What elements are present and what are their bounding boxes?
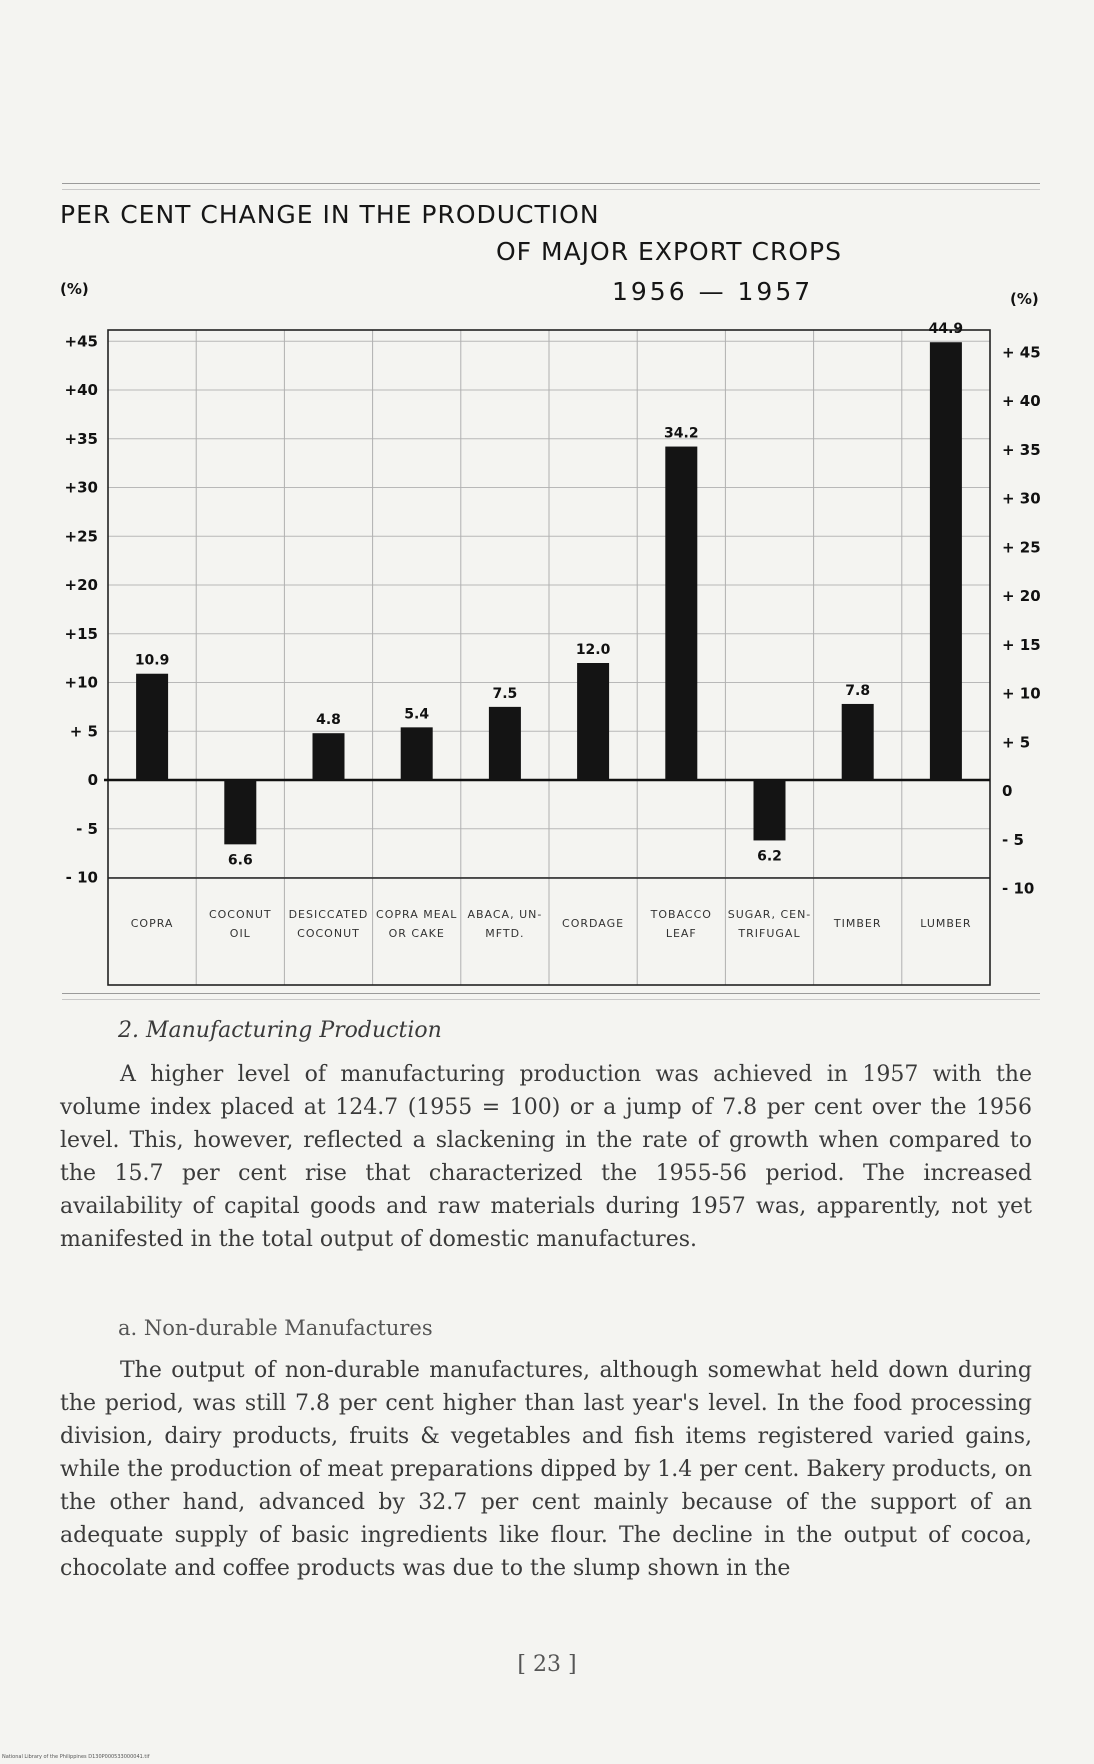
y-tick-label-left: +15 — [64, 624, 98, 643]
y-tick-label-right: + 40 — [1002, 392, 1041, 410]
category-label: CORDAGE — [562, 917, 625, 930]
chart-title-line-1: PER CENT CHANGE IN THE PRODUCTION — [60, 200, 600, 229]
y-tick-label-left: +40 — [64, 381, 98, 399]
category-label: OIL — [229, 927, 251, 940]
y-tick-label-right: + 25 — [1002, 538, 1041, 557]
bar-value-label: 6.2 — [757, 848, 782, 865]
y-tick-label-right: + 15 — [1002, 635, 1041, 654]
bar-value-label: 4.8 — [316, 712, 341, 729]
bar-value-label: 12.0 — [575, 642, 611, 658]
bar-value-label: 7.8 — [845, 682, 871, 699]
y-tick-label-right: + 5 — [1002, 733, 1031, 752]
bar-value-label: 10.9 — [134, 652, 170, 669]
bar — [665, 447, 697, 780]
y-tick-label-left: - 5 — [76, 819, 98, 838]
subsection-paragraph: The output of non-durable manufactures, although somewhat held down during the period, was still 7.8 per cent higher than last year's level. In the food processing division, dairy products, fruits & vegetables and fish items registered varied gains, while the production of meat preparations dipped by 1.4 per cent. Bakery products, on the other hand, advanced by 32.7 per cent mainly because of the support of an adequate supply of basic ingredients like flour. The decline in the output of cocoa, chocolate and coffee products was due to the slump shown in the — [60, 1358, 1032, 1581]
bar — [224, 780, 256, 844]
chart-title-line-2: OF MAJOR EXPORT CROPS — [496, 237, 842, 266]
y-tick-label-left: 0 — [87, 771, 98, 789]
category-label: TRIFUGAL — [738, 927, 801, 940]
y-tick-label-right: - 5 — [1002, 830, 1024, 849]
bar-value-label: 5.4 — [404, 706, 430, 723]
y-tick-label-right: + 45 — [1002, 343, 1041, 362]
bar-value-label: 7.5 — [492, 685, 518, 702]
y-tick-label-left: +20 — [64, 576, 98, 594]
category-label: ABACA, UN- — [467, 908, 543, 921]
y-axis-label-left: (%) — [60, 280, 89, 298]
y-axis-label-right: (%) — [1010, 290, 1039, 308]
bar-value-label: 6.6 — [227, 852, 253, 869]
category-label: MFTD. — [485, 927, 525, 940]
y-tick-label-right: + 10 — [1002, 684, 1041, 703]
category-label: COCONUT — [297, 927, 360, 940]
y-tick-label-left: +45 — [64, 332, 98, 351]
y-tick-label-left: +30 — [64, 478, 98, 497]
y-tick-label-right: + 20 — [1002, 587, 1041, 605]
chart-grid — [108, 330, 990, 985]
chart-title-line-3: 1956 — 1957 — [612, 277, 814, 306]
bar-value-label: 34.2 — [664, 425, 699, 442]
bar — [930, 342, 962, 780]
page-number: [ 23 ] — [517, 1652, 577, 1677]
section-paragraph: A higher level of manufacturing production was achieved in 1957 with the volume index placed at 124.7 (1955 = 100) or a jump of 7.8 per cent over the 1956 level. This, however, reflected a slackening in the rate of growth when compared to the 15.7 per cent rise that characterized the 1955-56 period. The increased availability of capital goods and raw materials during 1957 was, apparently, not yet manifested in the total output of domestic manufactures. — [60, 1062, 1032, 1252]
category-label: LEAF — [665, 927, 697, 940]
y-tick-label-right: - 10 — [1002, 879, 1035, 898]
category-label: COCONUT — [208, 908, 272, 921]
section-heading: 2. Manufacturing Production — [118, 1018, 442, 1043]
bar — [401, 727, 433, 780]
category-label: SUGAR, CEN- — [727, 908, 812, 921]
y-tick-label-right: + 35 — [1002, 440, 1041, 459]
category-label: COPRA — [130, 917, 174, 930]
bottom-rule-secondary — [62, 999, 1040, 1000]
y-tick-label-left: +25 — [64, 527, 98, 546]
bar — [754, 780, 786, 840]
bar — [313, 733, 345, 780]
category-label: TOBACCO — [650, 908, 712, 921]
bar — [577, 663, 609, 780]
category-label: TIMBER — [833, 917, 882, 930]
y-tick-label-left: + 5 — [69, 722, 98, 741]
subsection-heading: a. Non-durable Manufactures — [118, 1316, 433, 1340]
category-label: LUMBER — [920, 917, 972, 930]
bottom-rule — [62, 993, 1040, 994]
bar-value-label: 44.9 — [928, 321, 964, 338]
chart-frame — [104, 330, 990, 985]
category-label: OR CAKE — [388, 927, 445, 940]
chart-labels — [65, 321, 1041, 940]
category-label: DESICCATED — [288, 908, 369, 921]
category-label: COPRA MEAL — [376, 908, 458, 921]
y-tick-label-left: +10 — [64, 673, 98, 692]
y-tick-label-left: +35 — [64, 429, 98, 448]
bar — [489, 707, 521, 780]
bar — [842, 704, 874, 780]
y-tick-label-left: - 10 — [65, 868, 98, 887]
y-tick-label-right: 0 — [1002, 782, 1013, 800]
bar — [136, 674, 168, 780]
footer-note: National Library of the Philippines D130P000533000041.tif — [2, 1754, 150, 1760]
y-tick-label-right: + 30 — [1002, 489, 1041, 508]
